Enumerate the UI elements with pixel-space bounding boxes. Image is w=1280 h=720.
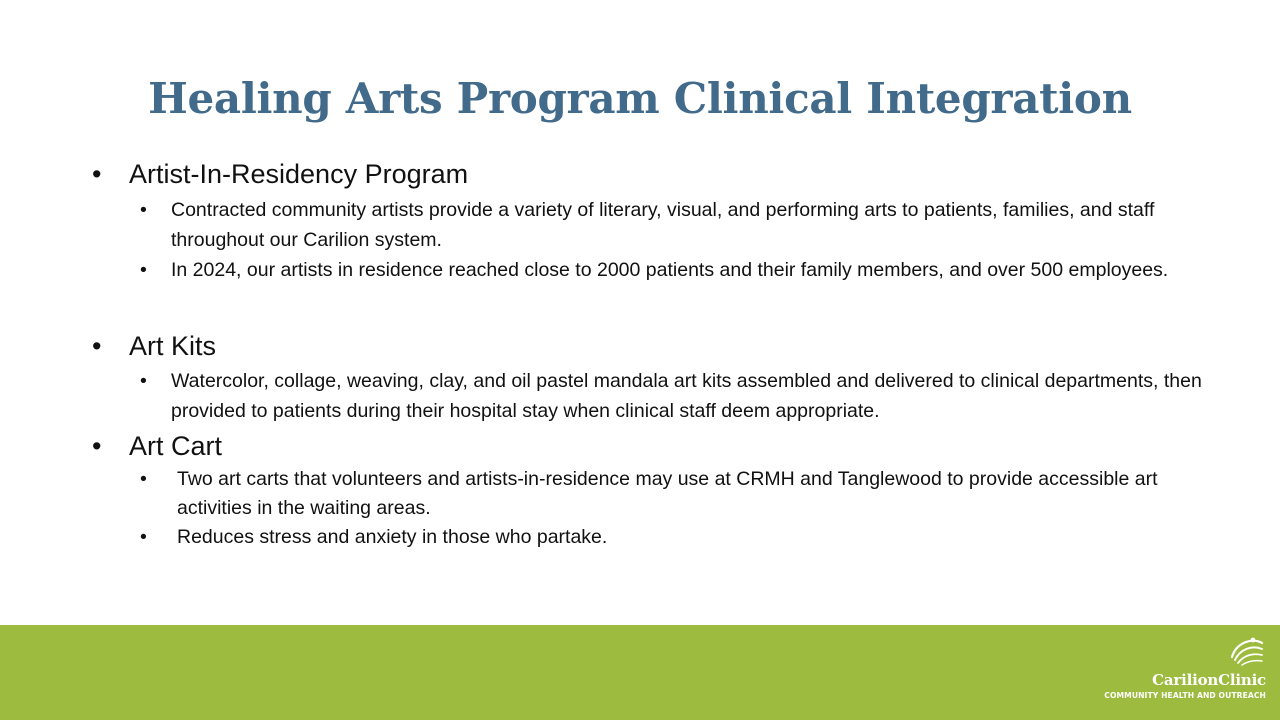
list-item-text: Contracted community artists provide a variety of literary, visual, and performing arts to patients, families, and staff throughout our Carilion system. bbox=[171, 199, 1155, 251]
carilion-swirl-icon bbox=[1226, 635, 1266, 669]
section-heading-label: Art Cart bbox=[129, 431, 223, 461]
bullet-icon: • bbox=[140, 468, 147, 490]
list-item-text: Reduces stress and anxiety in those who partake. bbox=[177, 526, 608, 548]
section-heading-label: Art Kits bbox=[129, 331, 217, 361]
list-item bbox=[140, 255, 1220, 285]
bullet-icon: • bbox=[92, 431, 102, 461]
list-item bbox=[140, 523, 1220, 552]
logo-subtitle: COMMUNITY HEALTH AND OUTREACH bbox=[1104, 691, 1266, 700]
footer-band bbox=[0, 625, 1280, 720]
list-item-text: Watercolor, collage, weaving, clay, and oil pastel mandala art kits assembled and delivered to clinical departments, then provided to patients during their hospital stay when clinical staff deem appropriate. bbox=[171, 370, 1202, 422]
section-heading-label: Artist-In-Residency Program bbox=[129, 159, 469, 189]
bullet-icon: • bbox=[140, 526, 147, 548]
bullet-icon: • bbox=[92, 159, 102, 189]
list-item bbox=[140, 366, 1220, 426]
bullet-icon: • bbox=[140, 259, 147, 281]
carilion-logo bbox=[1076, 635, 1266, 715]
list-item-text: Two art carts that volunteers and artists-in-residence may use at CRMH and Tanglewood to provide accessible art activities in the waiting areas. bbox=[177, 468, 1158, 519]
bullet-icon: • bbox=[92, 331, 102, 361]
list-item-text: In 2024, our artists in residence reached close to 2000 patients and their family members, and over 500 employees. bbox=[171, 259, 1169, 281]
list-item bbox=[140, 195, 1220, 255]
logo-wordmark: CarilionClinic bbox=[1152, 671, 1266, 689]
list-item bbox=[140, 465, 1220, 523]
slide-title: Healing Arts Program Clinical Integration bbox=[148, 74, 1132, 123]
bullet-icon: • bbox=[140, 370, 147, 392]
bullet-icon: • bbox=[140, 199, 147, 221]
